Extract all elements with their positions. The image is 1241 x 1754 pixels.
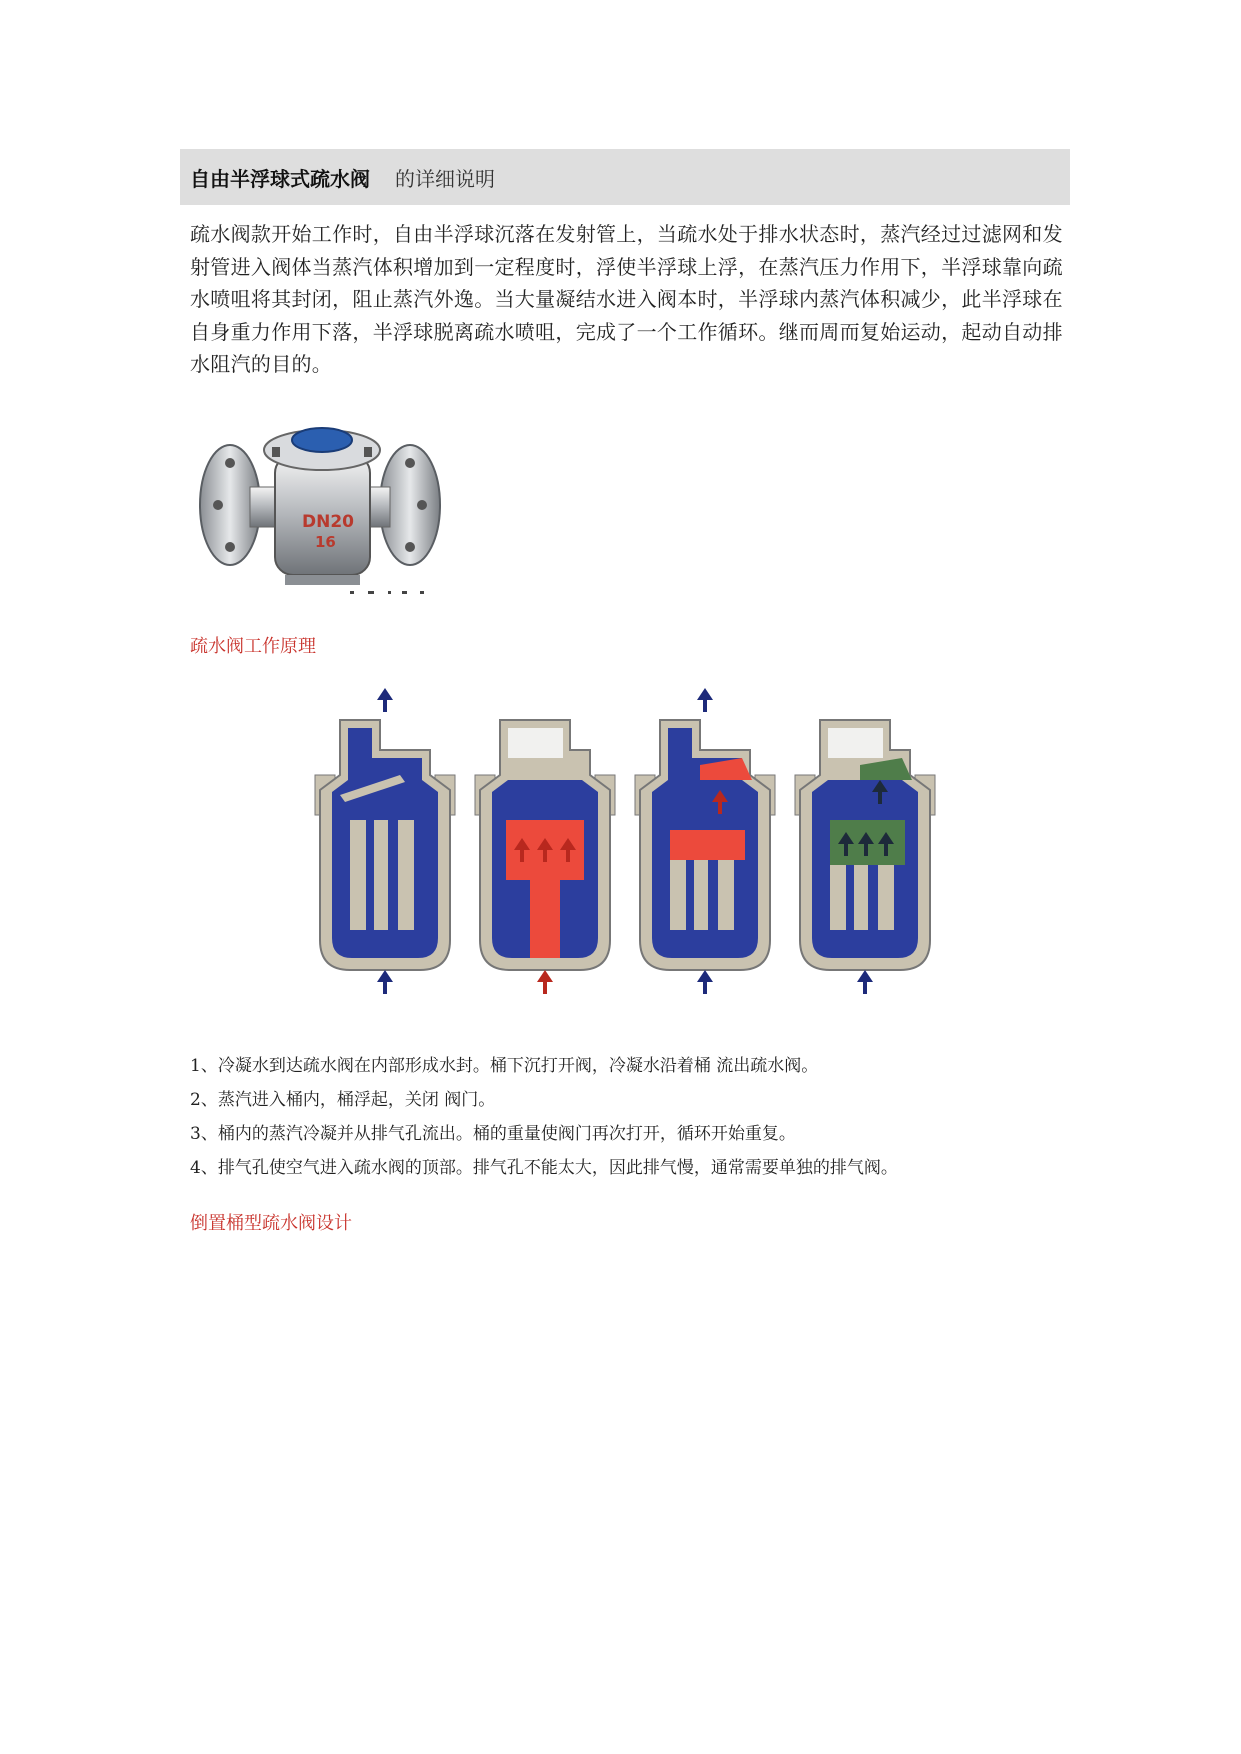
section-heading-working-principle: 疏水阀工作原理 bbox=[190, 636, 316, 657]
stage-4-diagram bbox=[795, 720, 935, 994]
intro-paragraph: 疏水阀款开始工作时，自由半浮球沉落在发射管上，当疏水处于排水状态时，蒸汽经过过滤网和发射管进入阀体当蒸汽体积增加到一定程度时，浮使半浮球上浮，在蒸汽压力作用下，半浮球靠向疏水喷咀将其封闭，阻止蒸汽外逸。当大量凝结水进入阀本时，半浮球内蒸汽体积减少，此半浮球在自身重力作用下落，半浮球脱离疏水喷咀，完成了一个工作循环。继而周而复始运动，起动自动排水阻汽的目的。 bbox=[190, 222, 1063, 377]
step-2: 2、蒸汽进入桶内，桶浮起，关闭 阀门。 bbox=[190, 1090, 496, 1110]
section-heading-inverted-bucket: 倒置桶型疏水阀设计 bbox=[190, 1213, 352, 1234]
page-title-suffix: 的详细说明 bbox=[395, 167, 495, 191]
working-principle-diagram bbox=[310, 680, 950, 1020]
stage-3-diagram bbox=[635, 688, 775, 994]
step-1: 1、冷凝水到达疏水阀在内部形成水封。桶下沉打开阀，冷凝水沿着桶 流出疏水阀。 bbox=[190, 1056, 819, 1076]
page-title: 自由半浮球式疏水阀 bbox=[190, 167, 370, 191]
title-bar bbox=[180, 149, 1070, 205]
stage-2-diagram bbox=[475, 720, 615, 994]
step-3: 3、桶内的蒸汽冷凝并从排气孔流出。桶的重量使阀门再次打开，循环开始重复。 bbox=[190, 1124, 796, 1144]
product-marking-dn: DN20 bbox=[302, 512, 354, 532]
step-4: 4、排气孔使空气进入疏水阀的顶部。排气孔不能太大，因此排气慢，通常需要单独的排气阀。 bbox=[190, 1158, 898, 1178]
product-marking-pn: 16 bbox=[315, 533, 336, 551]
stage-1-diagram bbox=[315, 688, 455, 994]
steps-list bbox=[190, 1049, 898, 1185]
steam-trap-photo bbox=[190, 395, 450, 605]
